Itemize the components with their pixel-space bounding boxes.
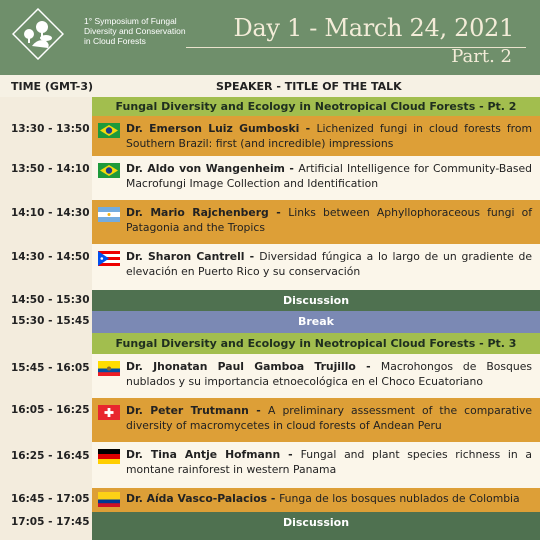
break-row — [0, 311, 540, 333]
speaker-name: Dr. Jhonatan Paul Gamboa Trujillo — [126, 360, 356, 373]
talk-row: 14:30 - 14:50 Dr. Sharon Cantrell - Diversidad fúngica a lo largo de un gradiente de elevación en Puerto Rico y su conservación — [0, 244, 540, 290]
talk-row: 14:10 - 14:30 Dr. Mario Rajchenberg - Links between Aphyllophoraceous fungi of Patagonia and the Tropics — [0, 200, 540, 244]
discussion-row — [0, 290, 540, 311]
talk-title: A preliminary assessment of the comparative diversity of macromycetes in cloud forests of Andean Peru — [126, 404, 533, 432]
talk-row: 13:30 - 13:50 Dr. Emerson Luiz Gumboski - Lichenized fungi in cloud forests from Southern Brazil: first (and incredible) impressions — [0, 116, 540, 156]
discussion-label: Discussion — [92, 290, 540, 311]
germany-flag-icon — [98, 449, 120, 464]
puerto-rico-flag-icon — [98, 251, 120, 266]
talk-title: Artificial Intelligence for Community-Based Macrofungi Image Collection and Identification — [126, 162, 532, 190]
symposium-name — [84, 16, 234, 46]
discussion-label: Discussion — [92, 512, 540, 540]
session-title: Fungal Diversity and Ecology in Neotropical Cloud Forests - Pt. 3 — [92, 333, 540, 354]
talk-time: 14:10 - 14:30 — [11, 207, 90, 219]
talk-title: Links between Aphyllophoraceous fungi of Patagonia and the Tropics — [126, 206, 533, 234]
speaker-name: Dr. Mario Rajchenberg — [126, 206, 269, 219]
talk-title: Diversidad fúngica a lo largo de un gradiente de elevación en Puerto Rico y su conservación — [126, 250, 532, 278]
column-headers — [0, 75, 540, 97]
speaker-name: Dr. Aldo von Wangenheim — [126, 162, 285, 175]
talk-title: Funga de los bosques nublados de Colombia — [279, 492, 520, 505]
argentina-flag-icon — [98, 207, 120, 222]
talk-row: 16:05 - 16:25 Dr. Peter Trutmann - A preliminary assessment of the comparative diversity of macromycetes in cloud forests of Andean Peru — [0, 398, 540, 442]
discussion-time: 17:05 - 17:45 — [11, 516, 90, 528]
ecuador-flag-icon — [98, 361, 120, 376]
talk-row: 16:45 - 17:05 Dr. Aída Vasco-Palacios - Funga de los bosques nublados de Colombia — [0, 488, 540, 512]
session-row — [0, 333, 540, 354]
talk-row: 13:50 - 14:10 Dr. Aldo von Wangenheim - Artificial Intelligence for Community-Based Macrofungi Image Collection and Identification — [0, 156, 540, 200]
talk-title: Lichenized fungi in cloud forests from Southern Brazil: first (and incredible) impressions — [126, 122, 533, 150]
discussion-time: 14:50 - 15:30 — [11, 294, 90, 306]
break-time: 15:30 - 15:45 — [11, 315, 90, 327]
part-label: Part. 2 — [451, 46, 512, 67]
header-banner — [0, 0, 540, 75]
talk-title: Macrohongos de Bosques nublados y su importancia etnoecológica en el Choco Ecuatoriano — [126, 360, 533, 388]
talk-time: 16:45 - 17:05 — [11, 493, 90, 505]
break-label: Break — [92, 311, 540, 333]
discussion-row — [0, 512, 540, 540]
time-column-header: TIME (GMT-3) — [11, 80, 94, 93]
talk-time: 16:05 - 16:25 — [11, 404, 90, 416]
talk-time: 13:30 - 13:50 — [11, 123, 90, 135]
talk-time: 16:25 - 16:45 — [11, 450, 90, 462]
symposium-line-3: in Cloud Forests — [84, 36, 146, 46]
symposium-line-2: Diversity and Conservation — [84, 26, 186, 36]
brazil-flag-icon — [98, 123, 120, 138]
session-title: Fungal Diversity and Ecology in Neotropical Cloud Forests - Pt. 2 — [92, 97, 540, 116]
symposium-logo-icon — [12, 8, 64, 60]
brazil-flag-icon — [98, 163, 120, 178]
talk-row: 15:45 - 16:05 Dr. Jhonatan Paul Gamboa Trujillo - Macrohongos de Bosques nublados y su importancia etnoecológica en el Choco Ecuatoriano — [0, 354, 540, 398]
speaker-name: Dr. Tina Antje Hofmann — [126, 448, 281, 461]
day-title: Day 1 - March 24, 2021 — [233, 14, 514, 42]
talk-time: 14:30 - 14:50 — [11, 251, 90, 263]
speaker-name: Dr. Peter Trutmann — [126, 404, 249, 417]
talk-row: 16:25 - 16:45 Dr. Tina Antje Hofmann - Fungal and plant species richness in a montane rainforest in western Panama — [0, 442, 540, 488]
session-row — [0, 97, 540, 116]
speaker-name: Dr. Sharon Cantrell — [126, 250, 245, 263]
talk-time: 15:45 - 16:05 — [11, 362, 90, 374]
speaker-name: Dr. Emerson Luiz Gumboski — [126, 122, 300, 135]
switzerland-flag-icon — [98, 405, 120, 420]
talk-time: 13:50 - 14:10 — [11, 163, 90, 175]
colombia-flag-icon — [98, 492, 120, 507]
speaker-column-header: SPEAKER - TITLE OF THE TALK — [216, 80, 402, 93]
speaker-name: Dr. Aída Vasco-Palacios — [126, 492, 268, 505]
symposium-line-1: 1° Symposium of Fungal — [84, 16, 177, 26]
talk-title: Fungal and plant species richness in a montane rainforest in western Panama — [126, 448, 532, 476]
